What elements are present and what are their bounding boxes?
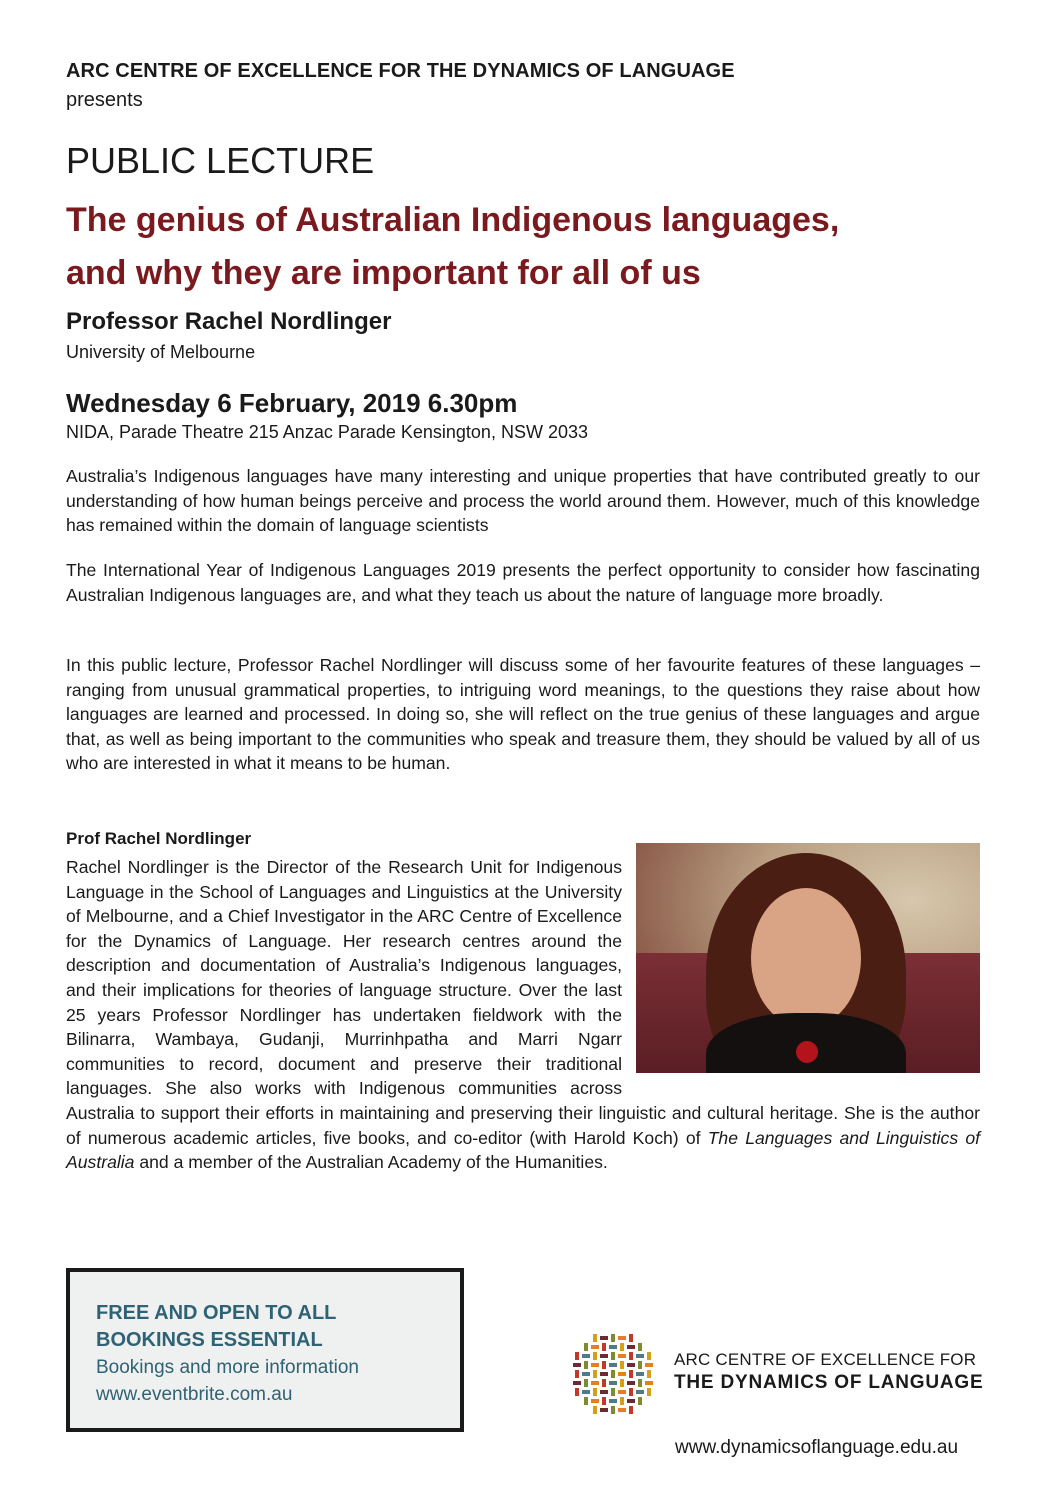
logo-tile	[629, 1370, 633, 1378]
free-open-text: FREE AND OPEN TO ALL	[96, 1302, 337, 1324]
logo-tile	[593, 1406, 597, 1414]
logo-tile	[620, 1397, 624, 1405]
logo-tile	[611, 1388, 615, 1396]
bio-text-a: Rachel Nordlinger is the Director of the Research Unit for Indigenous Language in the School of Languages and Linguistics at the University of Melbourne, and a Chief Investigator in the ARC Centre of Excellence for the Dynamics of Language. Her research centres around the description and documentation of Australia’s Indigenous languages, and their implications for theories of language structure. Over the last 25 years Professor Nordlinger has undertaken fieldwork with the Bilinarra, Wambaya, Gudanji, Murrinhpatha and Marri Ngarr communities to record, document and preserve their traditional languages. She also works with Indigenous communities across Australia to support their efforts in maintaining and preserving their linguistic and cultural heritage. She is the author of numerous academic articles, five books, and co-editor (with Harold Koch) of	[66, 857, 980, 1148]
logo-tile	[600, 1408, 608, 1412]
logo-tile	[611, 1370, 615, 1378]
logo-tile	[629, 1406, 633, 1414]
logo-tile	[573, 1381, 581, 1385]
bookings-info-text: Bookings and more information	[96, 1357, 359, 1378]
logo-tile	[647, 1388, 651, 1396]
logo-tile	[647, 1370, 651, 1378]
organisation-heading: ARC CENTRE OF EXCELLENCE FOR THE DYNAMICS OF LANGUAGE	[66, 60, 735, 82]
logo-tile	[611, 1352, 615, 1360]
logo-tile	[629, 1334, 633, 1342]
logo-tile	[575, 1352, 579, 1360]
logo-tile	[591, 1399, 599, 1403]
logo-tile	[602, 1361, 606, 1369]
logo-tile	[620, 1361, 624, 1369]
logo-tile	[584, 1361, 588, 1369]
logo-tile	[582, 1390, 590, 1394]
logo-tile	[600, 1354, 608, 1358]
logo-tile	[618, 1372, 626, 1376]
eventbrite-link[interactable]: www.eventbrite.com.au	[96, 1384, 293, 1405]
logo-tile	[638, 1397, 642, 1405]
logo-tile	[582, 1354, 590, 1358]
bio-heading: Prof Rachel Nordlinger	[66, 829, 252, 848]
logo-tile	[609, 1345, 617, 1349]
bio-text-b: and a member of the Australian Academy of the Humanities.	[134, 1152, 608, 1173]
logo-tile	[609, 1381, 617, 1385]
logo-tile	[620, 1379, 624, 1387]
logo-tile	[627, 1363, 635, 1367]
speaker-affiliation: University of Melbourne	[66, 342, 256, 362]
logo-tile	[582, 1372, 590, 1376]
bookings-essential-text: BOOKINGS ESSENTIAL	[96, 1329, 323, 1351]
logo-tile	[609, 1399, 617, 1403]
presents-text: presents	[66, 89, 143, 111]
photo-pendant	[796, 1041, 818, 1063]
logo-tile	[629, 1388, 633, 1396]
logo-weave	[573, 1334, 653, 1414]
logo-tile	[611, 1334, 615, 1342]
bio-text	[66, 855, 980, 1175]
logo-tile	[591, 1345, 599, 1349]
logo-tile	[638, 1379, 642, 1387]
event-datetime: Wednesday 6 February, 2019 6.30pm	[66, 388, 518, 418]
logo-tile	[593, 1334, 597, 1342]
logo-tile	[618, 1408, 626, 1412]
logo-tile	[638, 1343, 642, 1351]
logo-tile	[618, 1354, 626, 1358]
speaker-name: Professor Rachel Nordlinger	[66, 308, 392, 335]
speaker-photo	[636, 843, 980, 1073]
logo-tile	[609, 1363, 617, 1367]
logo-tile	[611, 1406, 615, 1414]
logo-tile	[593, 1352, 597, 1360]
logo-tile	[591, 1363, 599, 1367]
logo-tile	[627, 1399, 635, 1403]
logo-tile	[645, 1381, 653, 1385]
logo-tile	[573, 1363, 581, 1367]
photo-face	[751, 888, 861, 1028]
bio-book-title: The Languages and Linguistics of Australia	[66, 1127, 980, 1173]
logo-text-line-2: THE DYNAMICS OF LANGUAGE	[674, 1372, 984, 1393]
logo-tile	[627, 1381, 635, 1385]
logo-tile	[627, 1345, 635, 1349]
logo-tile	[575, 1388, 579, 1396]
logo-tile	[636, 1390, 644, 1394]
logo-tile	[618, 1390, 626, 1394]
website-link[interactable]: www.dynamicsoflanguage.edu.au	[675, 1437, 959, 1458]
booking-info-box	[66, 1268, 464, 1432]
logo-text-line-1: ARC CENTRE OF EXCELLENCE FOR	[674, 1350, 977, 1369]
logo-tile	[600, 1336, 608, 1340]
logo-tile	[584, 1343, 588, 1351]
logo-tile	[602, 1343, 606, 1351]
logo-tile	[600, 1390, 608, 1394]
logo-tile	[618, 1336, 626, 1340]
lecture-title-line-1: The genius of Australian Indigenous languages,	[66, 201, 840, 239]
lecture-title	[66, 194, 1026, 300]
event-type: PUBLIC LECTURE	[66, 140, 375, 181]
description-paragraph-1: Australia’s Indigenous languages have many interesting and unique properties that have contributed greatly to our understanding of how human beings perceive and process the world around them. However, much of this knowledge has remained within the domain of language scientists	[66, 466, 980, 536]
lecture-title-line-2: and why they are important for all of us	[66, 254, 701, 292]
logo-tile	[647, 1352, 651, 1360]
logo-tile	[620, 1343, 624, 1351]
logo-tile	[629, 1352, 633, 1360]
logo-tile	[636, 1354, 644, 1358]
arc-centre-logo-icon	[573, 1334, 655, 1416]
logo-tile	[602, 1397, 606, 1405]
logo-tile	[636, 1372, 644, 1376]
description-paragraph-2: The International Year of Indigenous Languages 2019 presents the perfect opportunity to consider how fascinating Australian Indigenous languages are, and what they teach us about the nature of language more broadly.	[66, 560, 980, 605]
logo-tile	[584, 1397, 588, 1405]
logo-tile	[593, 1388, 597, 1396]
description-paragraph-3: In this public lecture, Professor Rachel Nordlinger will discuss some of her favourite features of these languages – ranging from unusual grammatical properties, to intriguing word meanings, to the questions they raise about how languages are learned and processed. In doing so, she will reflect on the true genius of these languages and argue that, as well as being important to the communities who speak and treasure them, they should be valued by all of us who are interested in what it means to be human.	[66, 655, 980, 774]
logo-tile	[591, 1381, 599, 1385]
logo-tile	[575, 1370, 579, 1378]
logo-tile	[600, 1372, 608, 1376]
logo-tile	[584, 1379, 588, 1387]
event-venue: NIDA, Parade Theatre 215 Anzac Parade Kensington, NSW 2033	[66, 422, 588, 442]
logo-tile	[593, 1370, 597, 1378]
logo-tile	[638, 1361, 642, 1369]
logo-tile	[602, 1379, 606, 1387]
logo-tile	[645, 1363, 653, 1367]
